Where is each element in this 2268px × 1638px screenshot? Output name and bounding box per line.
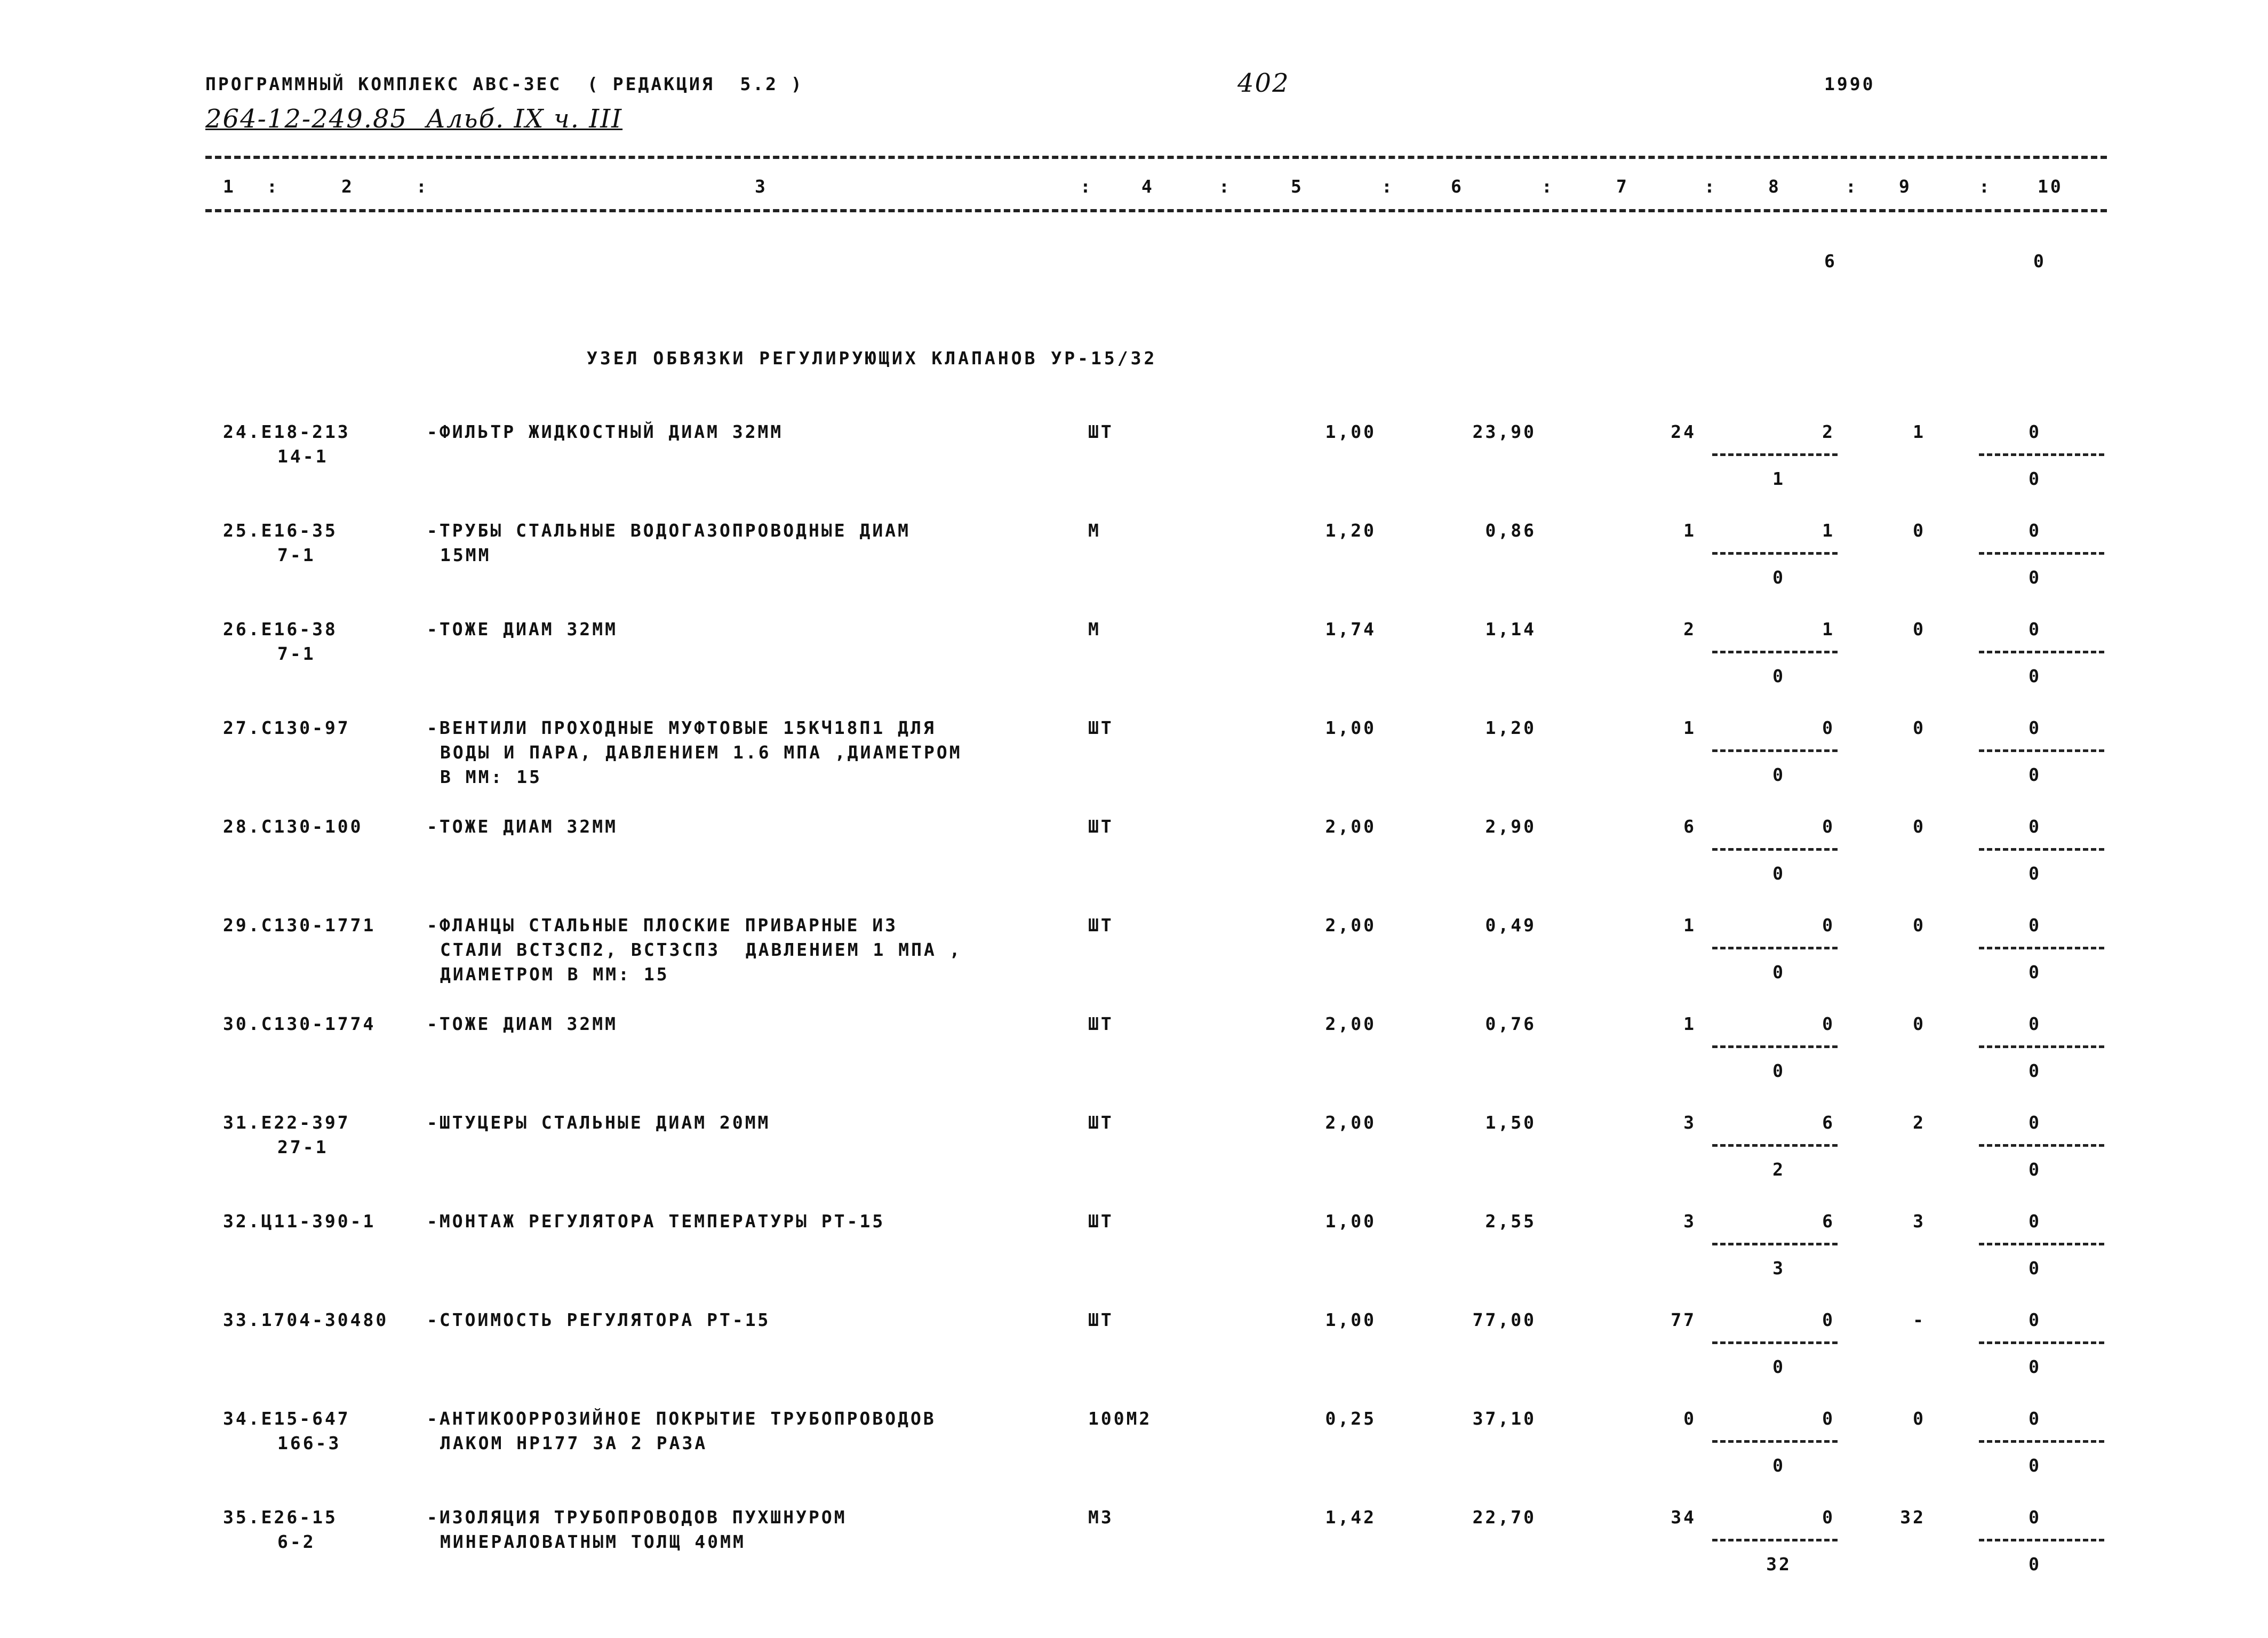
year: 1990 [1824, 74, 1875, 94]
column-header-10: 10 [2038, 176, 2063, 197]
page-number: 402 [1237, 68, 1290, 98]
item-description: 15ММ [440, 545, 491, 565]
col8-top-value: 6 [1822, 1211, 1835, 1232]
col9-value: 0 [1913, 1408, 1926, 1429]
col10-fraction-line [1979, 552, 2104, 555]
col10-top-value: 0 [2029, 915, 2041, 936]
item-total: 1 [1683, 717, 1696, 738]
column-header-1: 1 [223, 176, 236, 197]
item-code: 27.С130-97 [223, 717, 350, 738]
column-separator: : [1979, 176, 1992, 197]
col8-top-value: 1 [1822, 619, 1835, 640]
item-code: 24.Е18-213 [223, 421, 350, 442]
item-description: -СТОИМОСТЬ РЕГУЛЯТОРА РТ-15 [427, 1309, 771, 1330]
item-unit: М3 [1088, 1507, 1114, 1528]
col10-bottom-value: 0 [2029, 1258, 2041, 1279]
col8-bottom-value: 0 [1772, 962, 1785, 982]
col10-top-value: 0 [2029, 1013, 2041, 1034]
section-title: УЗЕЛ ОБВЯЗКИ РЕГУЛИРУЮЩИХ КЛАПАНОВ УР-15/32 [587, 348, 1157, 369]
item-description: В ММ: 15 [440, 766, 542, 787]
col9-value: 0 [1913, 717, 1926, 738]
column-separator: : [1381, 176, 1394, 197]
item-price: 0,76 [1485, 1013, 1536, 1034]
item-quantity: 1,00 [1325, 1309, 1376, 1330]
col8-top-value: 0 [1822, 1408, 1835, 1429]
col8-top-value: 0 [1822, 816, 1835, 837]
item-description: МИНЕРАЛОВАТНЫМ ТОЛЩ 40ММ [440, 1531, 746, 1552]
col8-fraction-line [1712, 1539, 1838, 1541]
col10-top-value: 0 [2029, 717, 2041, 738]
item-code: 34.Е15-647 [223, 1408, 350, 1429]
column-separator: : [1542, 176, 1554, 197]
col8-bottom-value: 2 [1772, 1159, 1785, 1180]
col10-fraction-line [1979, 1539, 2104, 1541]
item-unit: 100М2 [1088, 1408, 1152, 1429]
col9-value: 3 [1913, 1211, 1926, 1232]
item-unit: ШТ [1088, 816, 1114, 837]
col8-fraction-line [1712, 1144, 1838, 1147]
col8-fraction-line [1712, 552, 1838, 555]
item-price: 0,86 [1485, 520, 1536, 541]
item-description: -МОНТАЖ РЕГУЛЯТОРА ТЕМПЕРАТУРЫ РТ-15 [427, 1211, 885, 1232]
item-code: 35.Е26-15 [223, 1507, 338, 1528]
carry-mark-col10: 0 [2033, 251, 2046, 271]
col10-fraction-line [1979, 1243, 2104, 1245]
item-total: 1 [1683, 520, 1696, 541]
col8-top-value: 0 [1822, 915, 1835, 936]
item-total: 1 [1683, 915, 1696, 936]
item-price: 0,49 [1485, 915, 1536, 936]
col10-bottom-value: 0 [2029, 962, 2041, 982]
column-separator: : [1080, 176, 1093, 197]
item-price: 1,50 [1485, 1112, 1536, 1133]
col8-bottom-value: 32 [1766, 1554, 1792, 1575]
col10-top-value: 0 [2029, 1112, 2041, 1133]
item-description: -ВЕНТИЛИ ПРОХОДНЫЕ МУФТОВЫЕ 15КЧ18П1 ДЛЯ [427, 717, 936, 738]
item-description: СТАЛИ ВСТ3СП2, ВСТ3СП3 ДАВЛЕНИЕМ 1 МПА , [440, 939, 962, 960]
item-price: 22,70 [1472, 1507, 1536, 1528]
col8-top-value: 0 [1822, 1013, 1835, 1034]
column-separator: : [1219, 176, 1232, 197]
column-separator: : [1704, 176, 1717, 197]
col10-top-value: 0 [2029, 619, 2041, 640]
item-total: 24 [1671, 421, 1696, 442]
col8-bottom-value: 0 [1772, 666, 1785, 686]
item-quantity: 2,00 [1325, 915, 1376, 936]
item-quantity: 1,42 [1325, 1507, 1376, 1528]
col8-fraction-line [1712, 1440, 1838, 1443]
col10-bottom-value: 0 [2029, 1356, 2041, 1377]
carry-mark-col8: 6 [1824, 251, 1837, 271]
col10-fraction-line [1979, 453, 2104, 456]
item-description: -ФЛАНЦЫ СТАЛЬНЫЕ ПЛОСКИЕ ПРИВАРНЫЕ ИЗ [427, 915, 898, 936]
col10-fraction-line [1979, 1440, 2104, 1443]
item-total: 1 [1683, 1013, 1696, 1034]
item-subcode: 14-1 [277, 446, 329, 467]
item-description: -ТОЖЕ ДИАМ 32ММ [427, 816, 618, 837]
col8-bottom-value: 0 [1772, 567, 1785, 588]
item-subcode: 7-1 [277, 545, 316, 565]
item-total: 3 [1683, 1112, 1696, 1133]
item-code: 33.1704-30480 [223, 1309, 389, 1330]
column-separator: : [416, 176, 429, 197]
column-header-7: 7 [1616, 176, 1629, 197]
column-header-6: 6 [1451, 176, 1464, 197]
item-code: 26.Е16-38 [223, 619, 338, 640]
col8-fraction-line [1712, 1341, 1838, 1344]
col8-bottom-value: 0 [1772, 1060, 1785, 1081]
col8-fraction-line [1712, 749, 1838, 752]
item-description: ВОДЫ И ПАРА, ДАВЛЕНИЕМ 1.6 МПА ,ДИАМЕТРОМ [440, 742, 962, 763]
col8-fraction-line [1712, 651, 1838, 653]
item-unit: ШТ [1088, 717, 1114, 738]
item-unit: М [1088, 520, 1101, 541]
item-subcode: 166-3 [277, 1433, 341, 1453]
header-rule-bottom [205, 209, 2107, 212]
item-unit: ШТ [1088, 1112, 1114, 1133]
col8-top-value: 0 [1822, 717, 1835, 738]
item-description: -АНТИКООРРОЗИЙНОЕ ПОКРЫТИЕ ТРУБОПРОВОДОВ [427, 1408, 936, 1429]
item-description: ЛАКОМ НР177 ЗА 2 РАЗА [440, 1433, 708, 1453]
col8-fraction-line [1712, 453, 1838, 456]
col8-bottom-value: 3 [1772, 1258, 1785, 1279]
item-quantity: 1,00 [1325, 717, 1376, 738]
item-unit: ШТ [1088, 1309, 1114, 1330]
item-quantity: 1,20 [1325, 520, 1376, 541]
col10-bottom-value: 0 [2029, 1159, 2041, 1180]
col8-top-value: 0 [1822, 1507, 1835, 1528]
item-unit: ШТ [1088, 915, 1114, 936]
item-description: -ТОЖЕ ДИАМ 32ММ [427, 619, 618, 640]
item-quantity: 1,00 [1325, 421, 1376, 442]
col8-bottom-value: 0 [1772, 1356, 1785, 1377]
item-quantity: 1,00 [1325, 1211, 1376, 1232]
item-description: ДИАМЕТРОМ В ММ: 15 [440, 964, 669, 985]
col10-bottom-value: 0 [2029, 567, 2041, 588]
col9-value: 1 [1913, 421, 1926, 442]
item-code: 32.Ц11-390-1 [223, 1211, 376, 1232]
col10-bottom-value: 0 [2029, 1455, 2041, 1476]
col9-value: 0 [1913, 520, 1926, 541]
item-unit: М [1088, 619, 1101, 640]
col10-top-value: 0 [2029, 1309, 2041, 1330]
header-rule-top [205, 156, 2107, 159]
col8-top-value: 1 [1822, 520, 1835, 541]
col10-top-value: 0 [2029, 520, 2041, 541]
item-total: 3 [1683, 1211, 1696, 1232]
item-price: 2,55 [1485, 1211, 1536, 1232]
col10-top-value: 0 [2029, 1408, 2041, 1429]
item-unit: ШТ [1088, 421, 1114, 442]
item-quantity: 2,00 [1325, 816, 1376, 837]
item-description: -ТОЖЕ ДИАМ 32ММ [427, 1013, 618, 1034]
item-code: 28.С130-100 [223, 816, 363, 837]
column-header-2: 2 [341, 176, 354, 197]
item-price: 77,00 [1472, 1309, 1536, 1330]
col8-fraction-line [1712, 1045, 1838, 1048]
col10-fraction-line [1979, 749, 2104, 752]
col9-value: 0 [1913, 915, 1926, 936]
item-code: 25.Е16-35 [223, 520, 338, 541]
column-separator: : [1846, 176, 1858, 197]
col10-bottom-value: 0 [2029, 468, 2041, 489]
item-subcode: 27-1 [277, 1137, 329, 1157]
col8-bottom-value: 0 [1772, 764, 1785, 785]
item-total: 0 [1683, 1408, 1696, 1429]
col10-bottom-value: 0 [2029, 863, 2041, 884]
item-price: 1,14 [1485, 619, 1536, 640]
col8-fraction-line [1712, 947, 1838, 949]
col10-fraction-line [1979, 947, 2104, 949]
item-subcode: 6-2 [277, 1531, 316, 1552]
col10-bottom-value: 0 [2029, 1060, 2041, 1081]
col9-value: - [1913, 1309, 1926, 1330]
col10-fraction-line [1979, 1341, 2104, 1344]
column-header-9: 9 [1899, 176, 1912, 197]
item-total: 34 [1671, 1507, 1696, 1528]
item-total: 6 [1683, 816, 1696, 837]
column-separator: : [267, 176, 279, 197]
item-quantity: 0,25 [1325, 1408, 1376, 1429]
item-code: 31.Е22-397 [223, 1112, 350, 1133]
item-subcode: 7-1 [277, 643, 316, 664]
column-header-5: 5 [1291, 176, 1304, 197]
document-reference: 264-12-249.85 Альб. IX ч. III [205, 104, 623, 134]
item-total: 77 [1671, 1309, 1696, 1330]
item-total: 2 [1683, 619, 1696, 640]
item-description: -ФИЛЬТР ЖИДКОСТНЫЙ ДИАМ 32ММ [427, 421, 784, 442]
item-price: 1,20 [1485, 717, 1536, 738]
item-description: -ТРУБЫ СТАЛЬНЫЕ ВОДОГАЗОПРОВОДНЫЕ ДИАМ [427, 520, 911, 541]
col10-top-value: 0 [2029, 1211, 2041, 1232]
program-header: ПРОГРАММНЫЙ КОМПЛЕКС АВС-ЗЕС ( РЕДАКЦИЯ 5.2 ) [205, 74, 804, 94]
item-price: 37,10 [1472, 1408, 1536, 1429]
col8-bottom-value: 1 [1772, 468, 1785, 489]
col8-top-value: 0 [1822, 1309, 1835, 1330]
col10-fraction-line [1979, 848, 2104, 851]
col9-value: 0 [1913, 816, 1926, 837]
col9-value: 32 [1900, 1507, 1926, 1528]
item-unit: ШТ [1088, 1013, 1114, 1034]
col8-top-value: 2 [1822, 421, 1835, 442]
col10-bottom-value: 0 [2029, 666, 2041, 686]
col9-value: 0 [1913, 619, 1926, 640]
col10-bottom-value: 0 [2029, 1554, 2041, 1575]
item-quantity: 1,74 [1325, 619, 1376, 640]
item-code: 29.С130-1771 [223, 915, 376, 936]
col10-top-value: 0 [2029, 816, 2041, 837]
column-header-3: 3 [755, 176, 768, 197]
col10-top-value: 0 [2029, 421, 2041, 442]
item-description: -ШТУЦЕРЫ СТАЛЬНЫЕ ДИАМ 20ММ [427, 1112, 771, 1133]
item-quantity: 2,00 [1325, 1013, 1376, 1034]
col9-value: 2 [1913, 1112, 1926, 1133]
item-quantity: 2,00 [1325, 1112, 1376, 1133]
col8-bottom-value: 0 [1772, 863, 1785, 884]
item-code: 30.С130-1774 [223, 1013, 376, 1034]
col8-bottom-value: 0 [1772, 1455, 1785, 1476]
col8-top-value: 6 [1822, 1112, 1835, 1133]
col8-fraction-line [1712, 1243, 1838, 1245]
col10-bottom-value: 0 [2029, 764, 2041, 785]
item-price: 23,90 [1472, 421, 1536, 442]
item-unit: ШТ [1088, 1211, 1114, 1232]
column-header-4: 4 [1141, 176, 1154, 197]
item-price: 2,90 [1485, 816, 1536, 837]
column-header-8: 8 [1768, 176, 1781, 197]
col10-fraction-line [1979, 1144, 2104, 1147]
col9-value: 0 [1913, 1013, 1926, 1034]
col8-fraction-line [1712, 848, 1838, 851]
col10-fraction-line [1979, 651, 2104, 653]
col10-top-value: 0 [2029, 1507, 2041, 1528]
item-description: -ИЗОЛЯЦИЯ ТРУБОПРОВОДОВ ПУХШНУРОМ [427, 1507, 847, 1528]
col10-fraction-line [1979, 1045, 2104, 1048]
